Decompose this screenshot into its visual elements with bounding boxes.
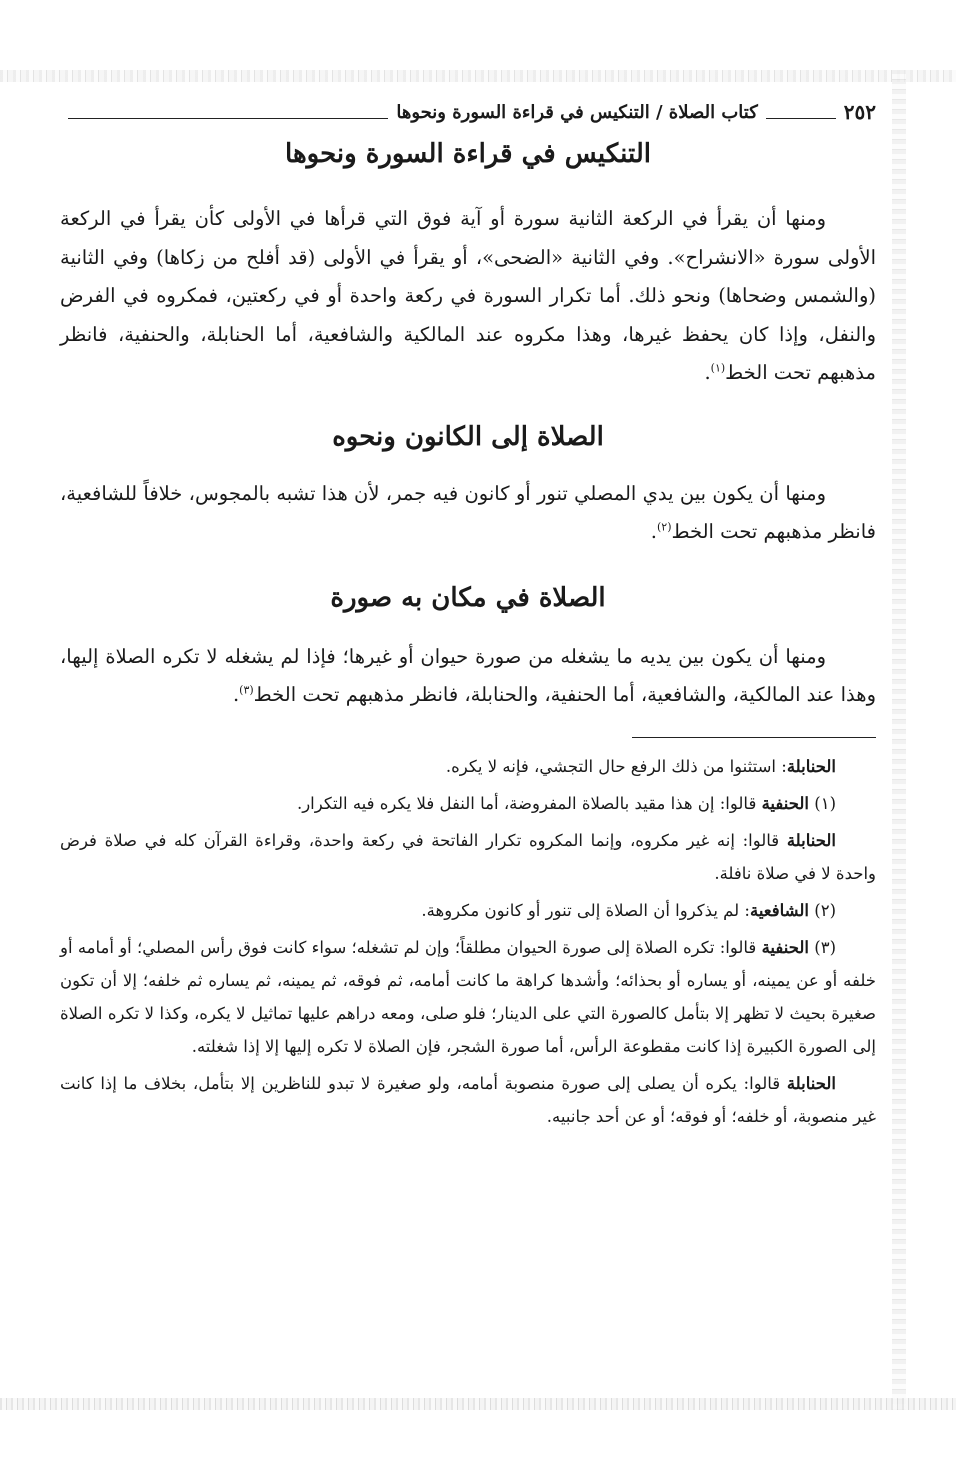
scan-edge-bottom (0, 1398, 956, 1410)
footnote (60, 787, 876, 820)
footnote (60, 750, 876, 783)
footnote-text: : استثنوا من ذلك الرفع حال التجشي، فإنه لا يكره. (445, 756, 787, 776)
footnote-term: الحنابلة (786, 756, 836, 776)
footnote-text: قالوا: إن هذا مقيد بالصلاة المفروضة، أما النفل فلا يكره فيه التكرار. (296, 793, 762, 813)
footnote-text: قالوا: إنه غير مكروه، وإنما المكروه تكرار الفاتحة في ركعة واحدة، وقراءة القرآن كله في صلاة فرض واحدة لا في صلاة نافلة. (60, 830, 876, 883)
running-header (60, 92, 876, 132)
book-page (60, 92, 876, 1137)
footnote (60, 824, 876, 890)
footnote (60, 931, 876, 1063)
footnote-term: الحنابلة (786, 830, 836, 850)
section-body-image: ومنها أن يكون بين يديه ما يشغله من صورة حيوان أو غيرها؛ فإذا لم يشغله لا تكره الصلاة إليها، وهذا عند المالكية، والشافعية، أما الحنفية، والحنابلة، فانظر مذهبهم تحت الخط$^{(٣)}$. (60, 644, 876, 706)
footnotes (60, 750, 876, 1133)
footnote-text: : لم يذكروا أن الصلاة إلى تنور أو كانون مكروهة. (421, 900, 750, 920)
page-number: ٢٥٢ (843, 100, 876, 124)
footnote-number: (٣) (814, 937, 836, 957)
section-title-image: الصلاة في مكان به صورة (330, 582, 606, 613)
footnote-number: (١) (814, 793, 836, 813)
header-rule-short (766, 118, 836, 119)
section-body-brazier: ومنها أن يكون بين يدي المصلي تنور أو كانون فيه جمر، لأن هذا تشبه بالمجوس، خلافاً للشافعية، فانظر مذهبهم تحت الخط$^{(٢)}$. (60, 481, 876, 543)
footnote-term: الحنابلة (786, 1073, 836, 1093)
footnote-term: الحنفية (761, 937, 809, 957)
footnote-text: قالوا: تكره الصلاة إلى صورة الحيوان مطلقاً؛ وإن لم تشغله؛ سواء كانت فوق رأس المصلي؛ أو أمامه أو خلفه أو عن يمينه، أو يساره أو بحذائه؛ وأشدها كراهة ما كانت أمامه، ثم فوقه، ثم يمينه، ثم يساره ثم خلفه؛ إلا أن تكون صغيرة بحيث لا تظهر إلا بتأمل كالصورة التي على الدينار؛ فلو صلى، ومعه دراهم عليها تماثيل لا يكره، وكذا لا تكره الصلاة إلى الصورة الكبيرة إذا كانت مقطوعة الرأس، أما صورة الشجر، فإن الصلاة لا تكره إليها إلا إذا شغلته. (60, 937, 876, 1056)
section-title-brazier: الصلاة إلى الكانون ونحوه (332, 421, 604, 452)
body-text: ومنها أن يكون بين يدي المصلي تنور أو كانون فيه جمر، لأن هذا تشبه بالمجوس، خلافاً للشافعية، فانظر مذهبهم تحت الخط (60, 481, 876, 543)
scan-edge-top (0, 70, 956, 82)
scan-edge-right (892, 70, 906, 1410)
running-title: كتاب الصلاة / التنكيس في قراءة السورة ونحوها (396, 101, 758, 123)
footnote-text: قالوا: يكره أن يصلى إلى صورة منصوبة أمامه، ولو صغيرة لا تبدو للناظرين إلا بتأمل، بخلاف ما إذا كانت غير منصوبة، أو خلفه؛ أو فوقه؛ أو عن أحد جانبيه. (60, 1073, 876, 1126)
footnote-term: الحنفية (761, 793, 809, 813)
footnote-ref: (١) (710, 361, 726, 375)
section-title-reversal: التنكيس في قراءة السورة ونحوها (285, 139, 651, 169)
footnote-number: (٢) (814, 900, 836, 920)
section-body-reversal: ومنها أن يقرأ في الركعة الثانية سورة أو آية فوق التي قرأها في الأولى كأن يقرأ في الركعة الأولى سورة «الانشراح». وفي الثانية «الضحى»، أو يقرأ في الأولى (قد أفلح من زكاها) وفي الثانية (والشمس وضحاها) ونحو ذلك. أما تكرار السورة في ركعة واحدة أو في ركعتين، فمكروه في الفرض والنفل، وإذا كان يحفظ غيرها، وهذا مكروه عند المالكية والشافعية، أما الحنابلة، والحنفية، فانظر مذهبهم تحت الخط$^{(١)}$. (60, 207, 876, 384)
footnote-ref: (٣) (239, 683, 254, 697)
body-text: ومنها أن يكون بين يديه ما يشغله من صورة حيوان أو غيرها؛ فإذا لم يشغله لا تكره الصلاة إليها، وهذا عند المالكية، والشافعية، أما الحنفية، والحنابلة، فانظر مذهبهم تحت الخط (60, 644, 876, 706)
footnote (60, 1067, 876, 1133)
footnote-term: الشافعية (749, 900, 809, 920)
header-rule-long (68, 118, 388, 119)
body-text: ومنها أن يقرأ في الركعة الثانية سورة أو آية فوق التي قرأها في الأولى كأن يقرأ في الركعة الأولى سورة «الانشراح». وفي الثانية «الضحى»، أو يقرأ في الأولى (قد أفلح من زكاها) وفي الثانية (والشمس وضحاها) ونحو ذلك. أما تكرار السورة في ركعة واحدة أو في ركعتين، فمكروه في الفرض والنفل، وإذا كان يحفظ غيرها، وهذا مكروه عند المالكية والشافعية، أما الحنابلة، والحنفية، فانظر مذهبهم تحت الخط (60, 207, 876, 384)
footnote-ref: (٢) (657, 520, 672, 534)
footnote-separator (632, 737, 876, 738)
footnote (60, 894, 876, 927)
